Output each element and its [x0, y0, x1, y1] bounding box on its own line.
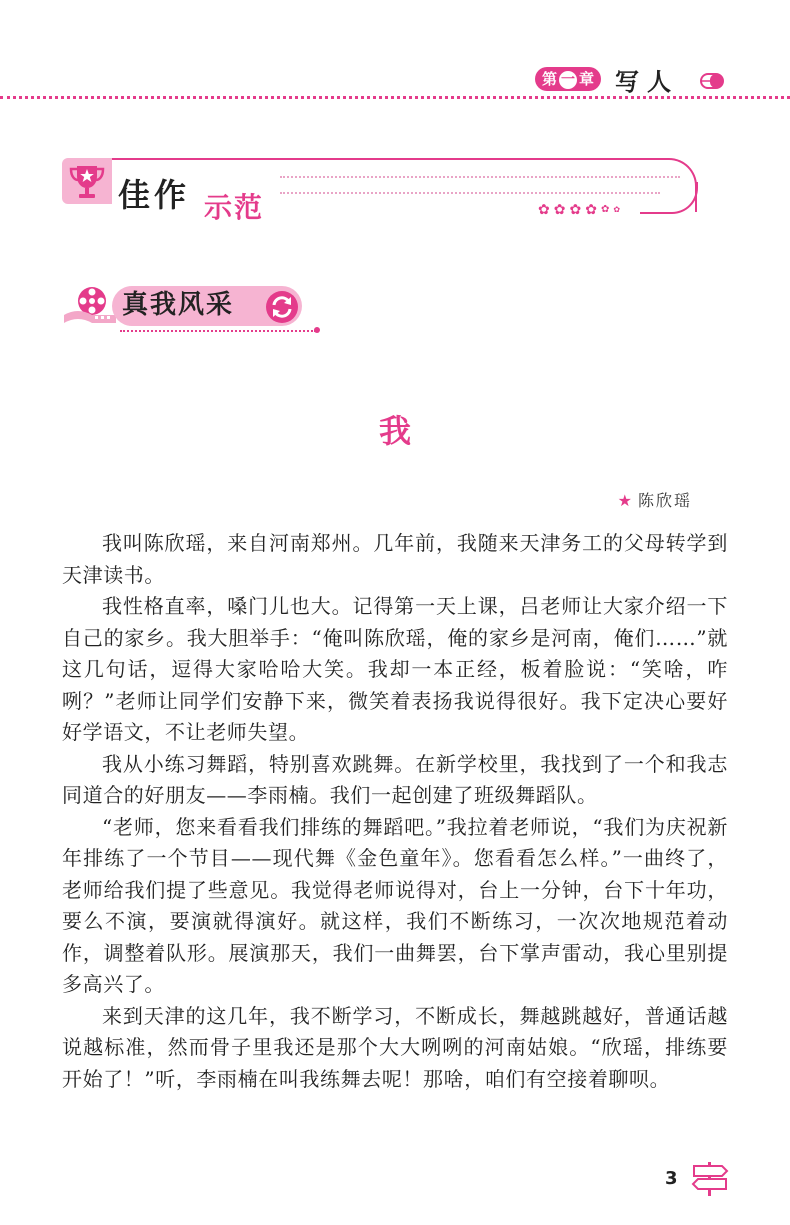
subsection-dotted-line — [120, 330, 316, 332]
paragraph: 我从小练习舞蹈，特别喜欢跳舞。在新学校里，我找到了一个和我志同道合的好朋友——李雨楠。我们一起创建了班级舞蹈队。 — [62, 751, 728, 807]
refresh-icon — [264, 289, 300, 329]
gear-icon: ✿ — [538, 202, 550, 218]
chapter-number: 一 — [561, 72, 576, 88]
chapter-label: 第 一 章 — [535, 67, 601, 91]
article-body — [62, 528, 728, 1095]
header-divider — [0, 96, 790, 99]
trophy-icon — [66, 160, 108, 206]
subsection-title: 真我风采 — [122, 290, 235, 320]
paragraph: “老师，您来看看我们排练的舞蹈吧。”我拉着老师说，“我们为庆祝新年排练了一个节目——现代舞《金色童年》。您看看怎么样。”一曲终了，老师给我们提了些意见。我觉得老师说得对，台上一分钟，台下十年功，要么不演，要演就得演好。就这样，我们不断练习，一次次地规范着动作，调整着队形。展演那天，我们一曲舞罢，台下掌声雷动，我心里别提多高兴了。 — [62, 814, 728, 996]
chapter-title: 写人 — [615, 67, 680, 96]
mouse-icon — [700, 72, 726, 94]
article-title: 我 — [378, 412, 411, 450]
signpost-icon — [690, 1158, 730, 1202]
gear-icon: ✿ — [569, 202, 582, 218]
film-reel-icon — [62, 285, 118, 329]
star-icon: ★ — [617, 491, 634, 510]
author-line — [618, 488, 692, 511]
gear-icon: ✿ — [553, 202, 566, 218]
gear-icon: ✿ — [600, 204, 610, 215]
section-dotted-line — [280, 176, 680, 178]
gear-icon: ✿ — [613, 205, 621, 214]
gear-decoration — [538, 203, 620, 217]
chapter-badge — [535, 66, 680, 96]
paragraph: 我叫陈欣瑶，来自河南郑州。几年前，我随来天津务工的父母转学到天津读书。 — [62, 531, 728, 587]
gear-icon: ✿ — [585, 202, 597, 218]
section-subtitle: 示范 — [204, 191, 265, 224]
page-number: 3 — [665, 1168, 678, 1189]
paragraph: 来到天津的这几年，我不断学习，不断成长，舞越跳越好，普通话越说越标准，然而骨子里我还是那个大大咧咧的河南姑娘。“欣瑶，排练要开始了！”听，李雨楠在叫我练舞去呢！那啥，咱们有空接着聊呗。 — [62, 1003, 728, 1091]
paragraph: 我性格直率，嗓门儿也大。记得第一天上课，吕老师让大家介绍一下自己的家乡。我大胆举手：“俺叫陈欣瑶，俺的家乡是河南，俺们……”就这几句话，逗得大家哈哈大笑。我却一本正经，板着脸说：“笑啥，咋咧？”老师让同学们安静下来，微笑着表扬我说得很好。我下定决心要好好学语文，不让老师失望。 — [62, 594, 728, 744]
section-dotted-line — [280, 192, 660, 194]
section-title: 佳作 — [118, 176, 191, 214]
subsection-dot — [314, 327, 320, 333]
author-name: 陈欣瑶 — [637, 491, 692, 510]
